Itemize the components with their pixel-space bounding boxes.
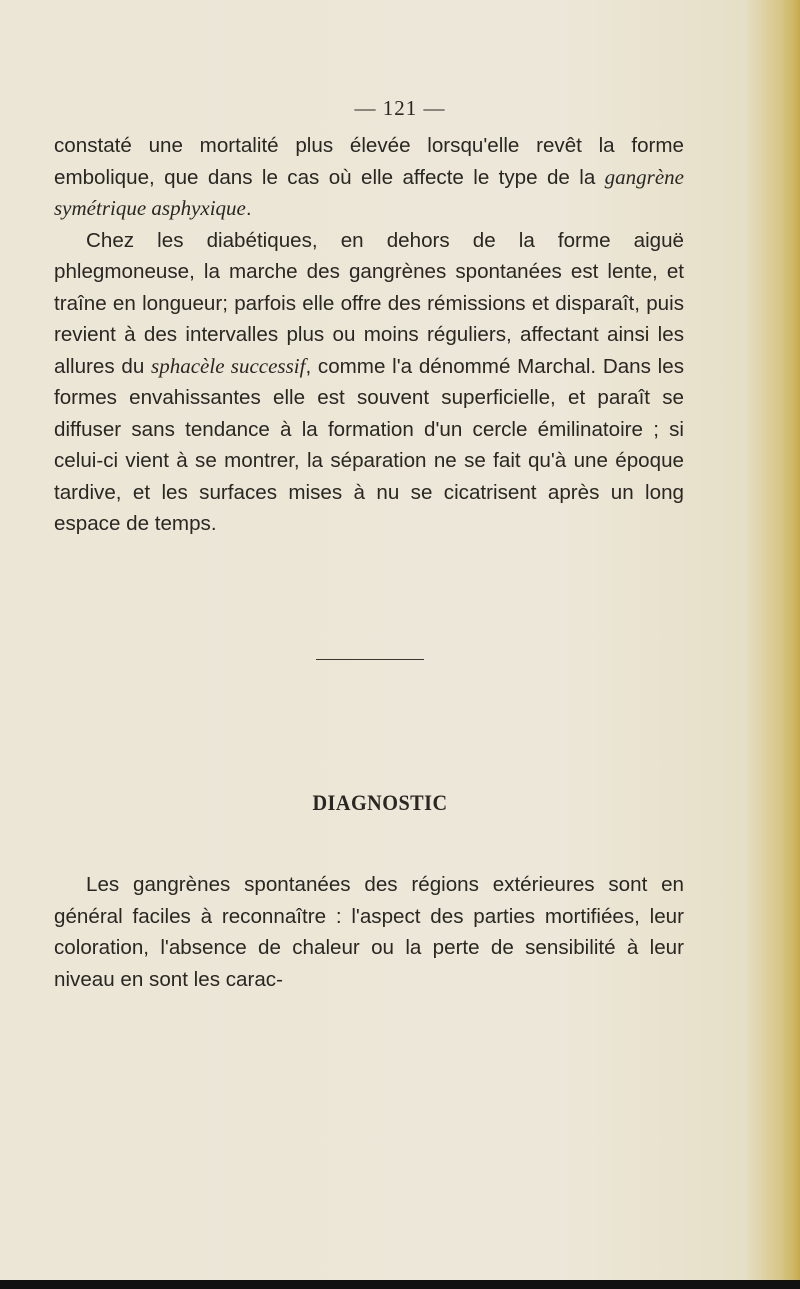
section-heading: DIAGNOSTIC bbox=[312, 790, 448, 815]
page-bottom-edge bbox=[0, 1280, 800, 1289]
paragraph-2-text-2: , comme l'a dénommé Marchal. Dans les formes envahissantes elle est souvent superficielle, et paraît se diffuser sans tendance à la formation d'un cercle émilinatoire ; si celui-ci vient à se montrer, la séparation ne se fait qu'à une époque tardive, et les surfaces mises à nu se cicatrisent après un long espace de temps. bbox=[54, 354, 684, 535]
paragraph-2-italic: sphacèle successif bbox=[151, 353, 306, 378]
page-edge-shadow bbox=[782, 0, 800, 1289]
text-block-top bbox=[54, 130, 684, 540]
paragraph-1-italic: gangrène symétrique asphyxique bbox=[54, 164, 684, 220]
paragraph-mortality bbox=[54, 130, 684, 225]
paragraph-1-tail: . bbox=[245, 197, 252, 220]
section-divider bbox=[316, 659, 424, 660]
paragraph-diabetics bbox=[54, 225, 684, 540]
paragraph-1-lead: constaté une mortalité plus élevée lorsqu'elle revêt la forme embolique, que dans le cas où elle affecte le type de la bbox=[54, 134, 684, 189]
paragraph-diagnostic: Les gangrènes spontanées des régions extérieures sont en général faciles à reconnaître : l'aspect des parties mortifiées, leur coloration, l'absence de chaleur ou la perte de sensibilité à leur niveau en sont les carac- bbox=[54, 873, 684, 991]
paragraph-2-text-1: Chez les diabétiques, en dehors de la forme aiguë phlegmoneuse, la marche des gangrènes spontanées est lente, et traîne en longueur; parfois elle offre des rémissions et disparaît, puis revient à des intervalles plus ou moins réguliers, affectant ainsi les allures du bbox=[54, 228, 684, 378]
page-number: — 121 — bbox=[354, 96, 446, 120]
text-block-diagnostic bbox=[54, 869, 684, 995]
